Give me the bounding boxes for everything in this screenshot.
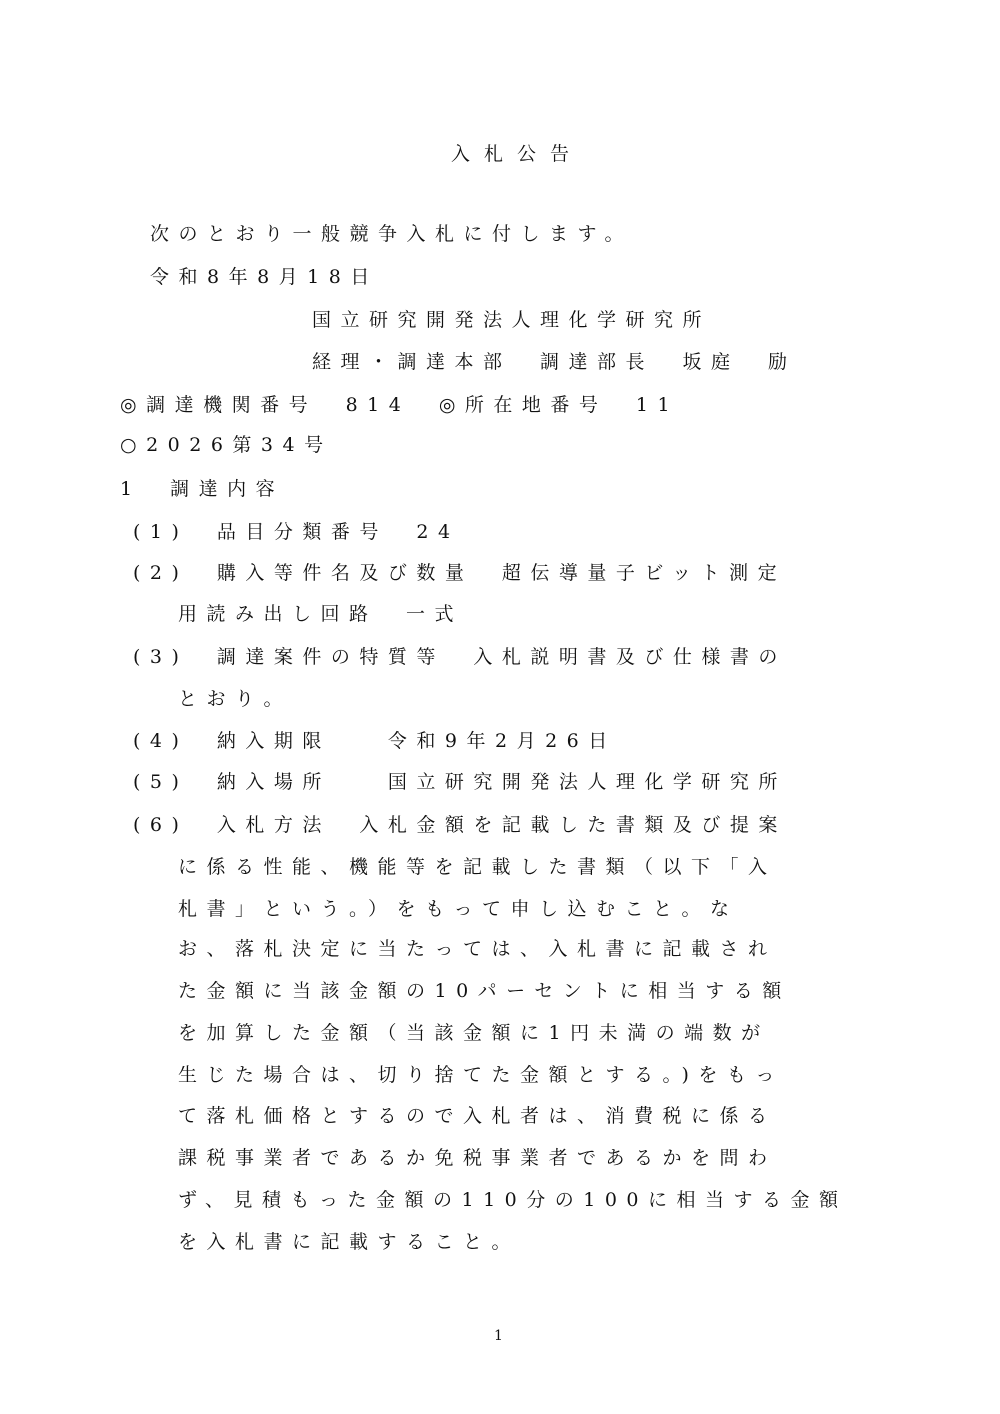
item-4: (4) 納入期限 令和9年2月26日 — [133, 730, 617, 752]
item-6-line: 生じた場合は、切り捨てた金額とする。)をもっ — [178, 1064, 784, 1086]
item-1: (1) 品目分類番号 24 — [133, 521, 460, 543]
item-2-line: (2) 購入等件名及び数量 超伝導量子ビット測定 — [133, 562, 787, 584]
page-number: 1 — [494, 1328, 503, 1344]
item-6-line: お、落札決定に当たっては、入札書に記載され — [178, 938, 777, 960]
item-3-line: とおり。 — [178, 688, 293, 710]
intro-text: 次のとおり一般競争入札に付します。 — [150, 223, 633, 245]
item-6-line: を入札書に記載すること。 — [178, 1231, 521, 1253]
item-2-line: 用読み出し回路 一式 — [178, 603, 464, 625]
item-6-line: 課税事業者であるか免税事業者であるかを問わ — [178, 1147, 777, 1169]
item-5: (5) 納入場所 国立研究開発法人理化学研究所 — [133, 771, 787, 793]
organization-name: 国立研究開発法人理化学研究所 — [312, 309, 712, 331]
item-6-line: ず、見積もった金額の110分の100に相当する金額 — [178, 1189, 848, 1211]
notice-number: ○2026第34号 — [120, 434, 333, 456]
item-3-line: (3) 調達案件の特質等 入札説明書及び仕様書の — [133, 646, 787, 668]
item-6-line: に係る性能、機能等を記載した書類（以下「入 — [178, 856, 777, 878]
section-heading: 1 調達内容 — [120, 478, 285, 500]
item-6-line: 札書」という。）をもって申し込むこと。な — [178, 898, 739, 920]
item-6-line: た金額に当該金額の10パーセントに相当する額 — [178, 980, 791, 1002]
official-name: 経理・調達本部 調達部長 坂庭 励 — [312, 351, 797, 373]
item-6-line: を加算した金額（当該金額に1円未満の端数が — [178, 1022, 770, 1044]
item-6-line: て落札価格とするので入札者は、消費税に係る — [178, 1105, 777, 1127]
page-title: 入札公告 — [451, 143, 584, 165]
procurement-codes: ◎調達機関番号 814 ◎所在地番号 11 — [120, 394, 680, 416]
notice-date: 令和8年8月18日 — [150, 266, 379, 288]
item-6-line: (6) 入札方法 入札金額を記載した書類及び提案 — [133, 814, 787, 836]
